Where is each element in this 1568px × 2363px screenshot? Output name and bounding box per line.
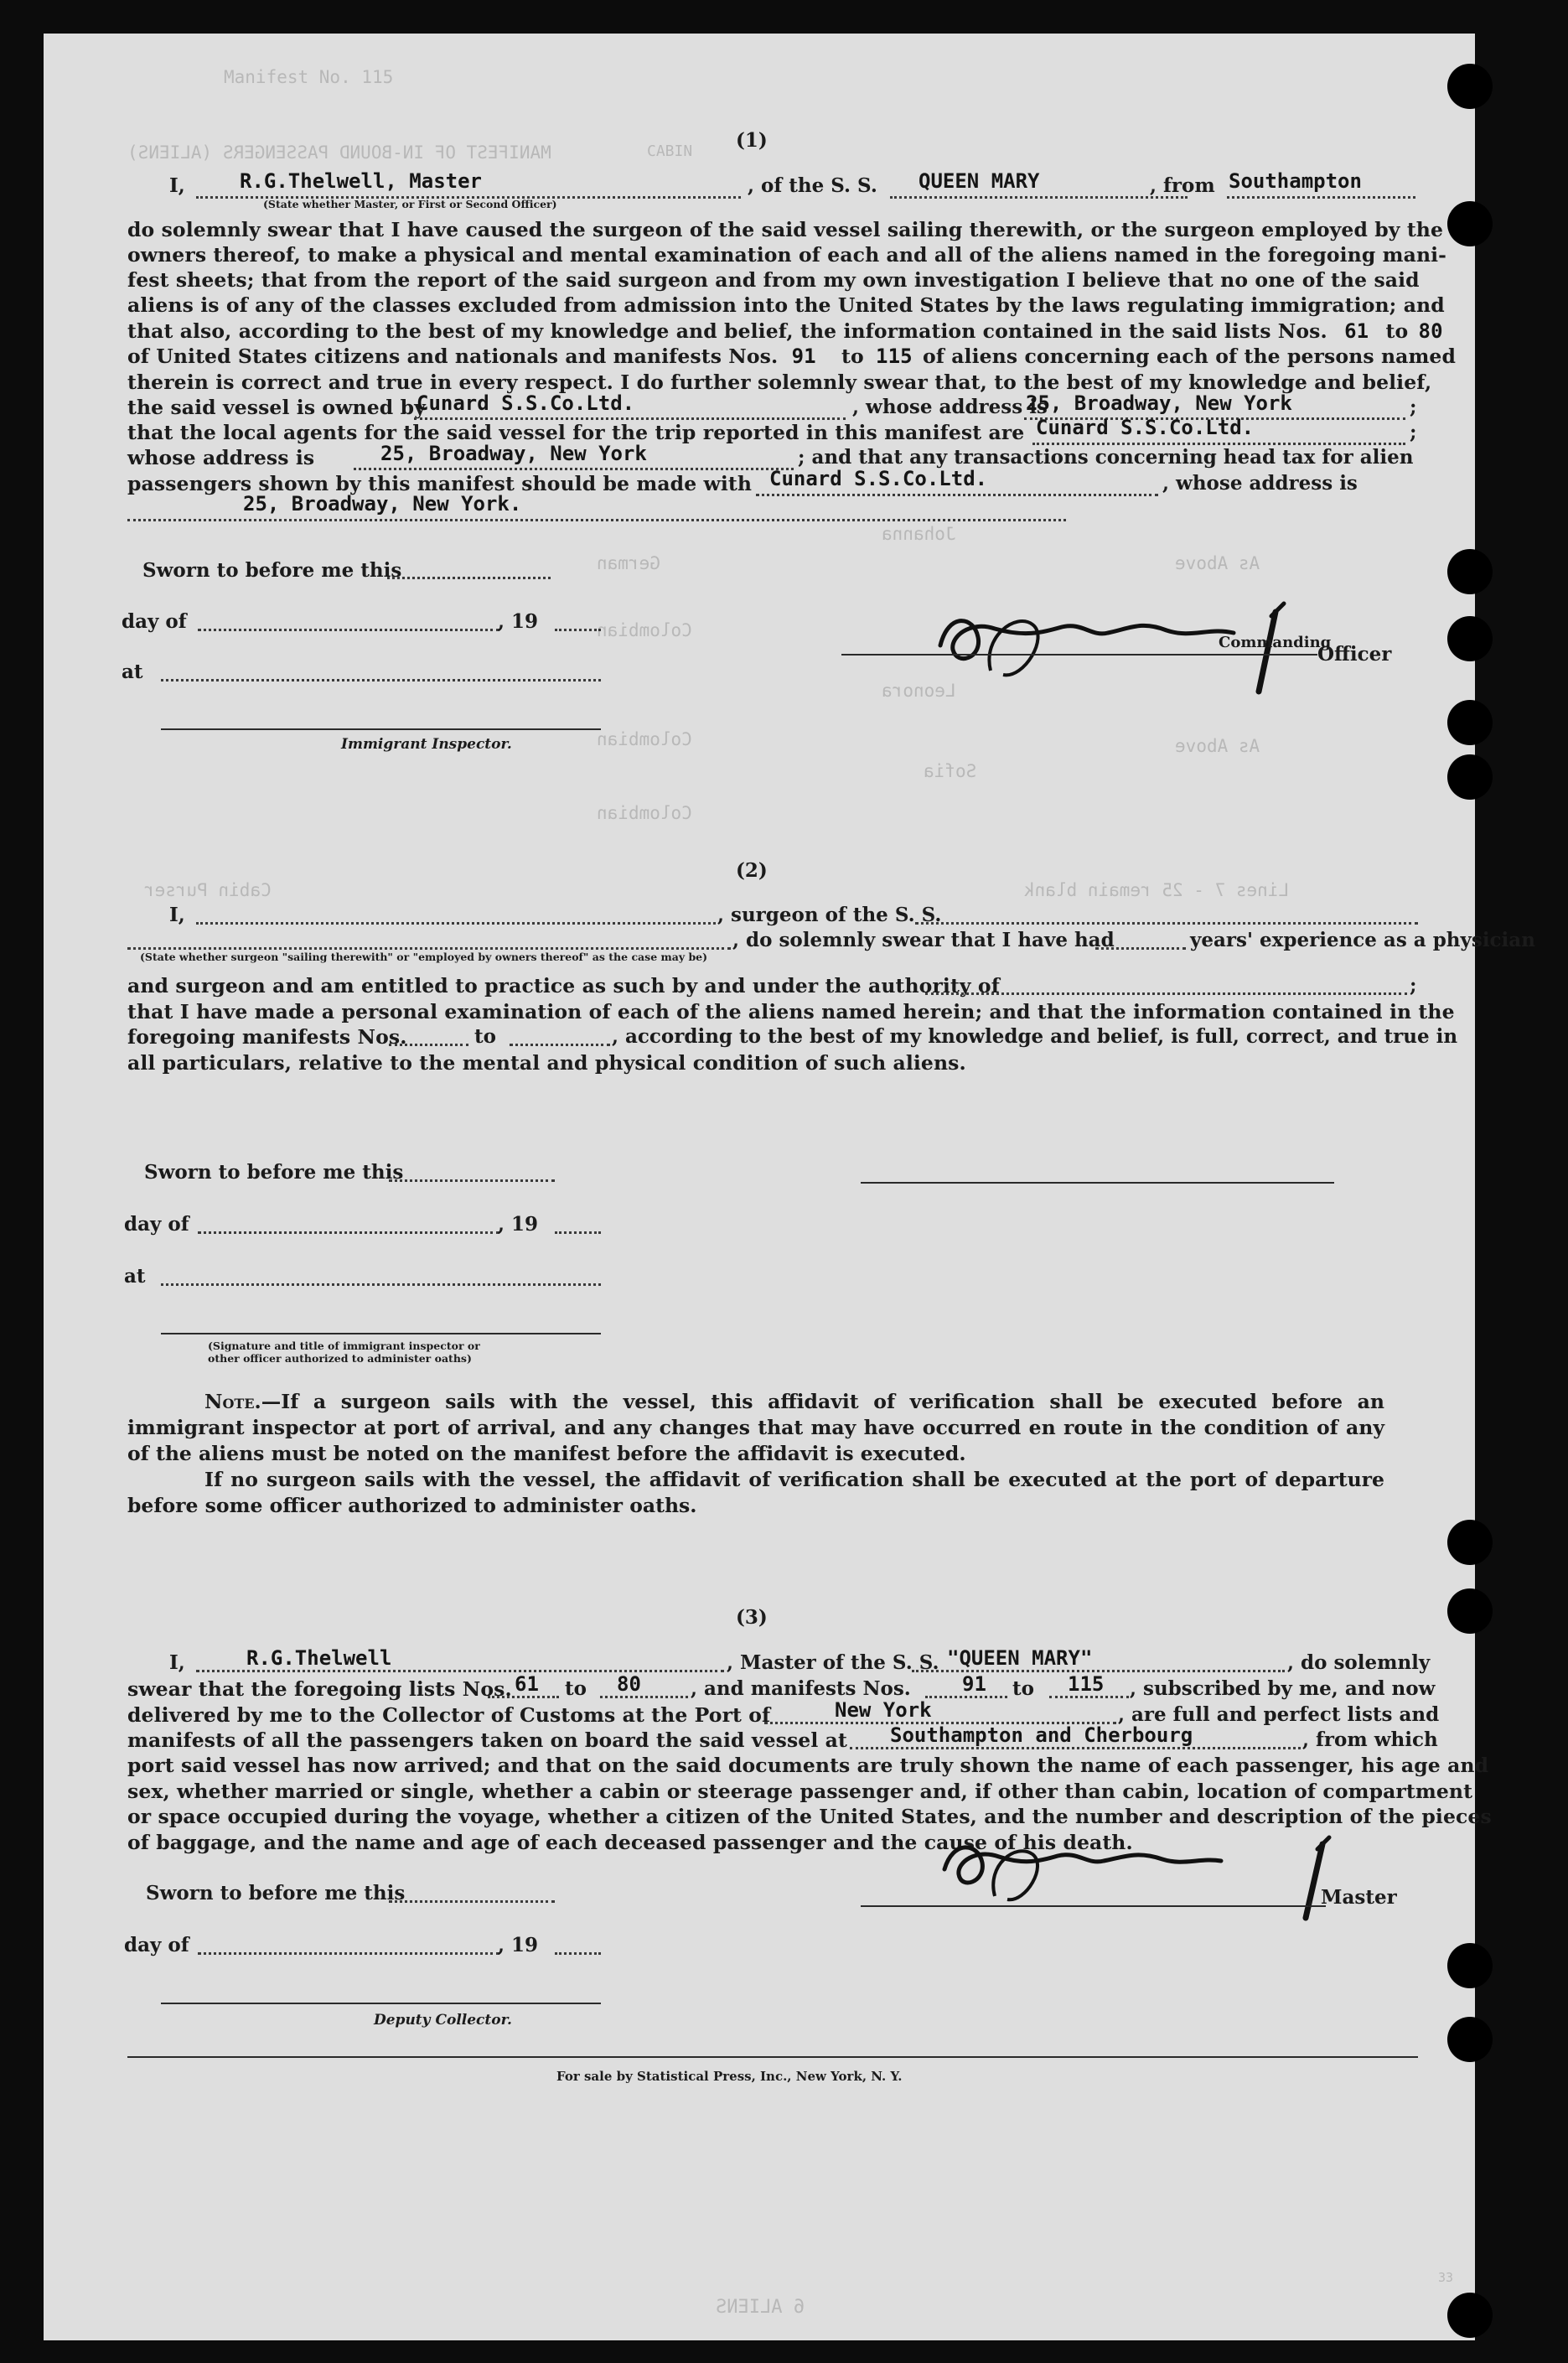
punch-hole: [1447, 616, 1493, 661]
s3-para-line-3b: , are full and perfect lists and: [1118, 1703, 1440, 1726]
s2-para-line-1c: years' experience as a physician: [1190, 929, 1535, 951]
ghost-cabin: CABIN: [647, 143, 693, 160]
s3-sworn: Sworn to before me this: [146, 1882, 406, 1904]
footer-corner-number: 33: [1438, 2270, 1454, 2285]
s1-commanding: Commanding: [1219, 634, 1332, 651]
s3-vessel: "QUEEN MARY": [947, 1646, 1093, 1670]
s3-i-label: I,: [169, 1651, 185, 1674]
s2-para-line-4a: foregoing manifests Nos.: [127, 1025, 407, 1049]
s3-master: , Master: [1307, 1886, 1397, 1909]
footer-press: For sale by Statistical Press, Inc., New York, N. Y.: [556, 2069, 903, 2084]
s3-lists-from: 61: [515, 1672, 539, 1696]
s3-master-of: , Master of the S. S.: [727, 1651, 939, 1674]
s1-para-line-11: passengers shown by this manifest should be made with: [127, 472, 753, 495]
s3-subscribed: , subscribed by me, and now: [1130, 1677, 1436, 1700]
s3-to-1: to: [565, 1677, 587, 1700]
ghost-purser: Cabin Purser: [144, 880, 272, 900]
section-3-number: (3): [736, 1606, 768, 1629]
s1-para-line-9: that the local agents for the said vessel for the trip reported in this manifest are: [127, 421, 1025, 444]
s1-master-name: R.G.Thelwell, Master: [240, 169, 482, 193]
s3-deputy-label: Deputy Collector.: [374, 2012, 512, 2029]
s1-para-line-10: whose address is: [127, 446, 315, 469]
s2-dayof: day of: [124, 1213, 189, 1236]
s2-sworn: Sworn to before me this: [144, 1161, 404, 1184]
s1-year: , 19: [498, 610, 539, 633]
ghost-colombian-3: Colombian: [597, 803, 692, 823]
s1-headtax-address: 25, Broadway, New York.: [243, 492, 522, 516]
s2-sig-hint-2: other officer authorized to administer oaths): [208, 1352, 472, 1365]
s3-dayof: day of: [124, 1934, 189, 1956]
s1-para-line-8: the said vessel is owned by: [127, 396, 426, 419]
ghost-as-above-1: As Above: [1175, 553, 1260, 573]
ghost-sofia: Sofia: [924, 761, 977, 781]
s1-i-label: I,: [169, 174, 185, 197]
s1-agents-address: 25, Broadway, New York: [380, 442, 647, 465]
s3-para-line-5: port said vessel has now arrived; and that on the said documents are truly shown the name of each passenger, his age and: [127, 1754, 1489, 1777]
s1-inspector-label: Immigrant Inspector.: [341, 736, 512, 753]
punch-hole: [1447, 549, 1493, 594]
ghost-german: German: [597, 553, 660, 573]
s1-from-label: , from: [1150, 174, 1215, 197]
section-1-number: (1): [736, 129, 768, 152]
s3-manifests-from: 91: [962, 1672, 986, 1696]
s2-surgeon-of: , surgeon of the S. S.: [717, 904, 942, 926]
master-signature-3: [932, 1819, 1368, 1928]
note-paragraph-1: Note.—If a surgeon sails with the vessel, this affidavit of verification shall be executed before an immigrant inspector at port of arrival, and any changes that may have occurred en route in the condition of any of the aliens must be noted on the manifest before the affidavit is executed.: [127, 1390, 1384, 1465]
s1-manifests-from: 91: [791, 345, 816, 368]
s3-name: R.G.Thelwell: [246, 1646, 392, 1670]
s3-para-line-8: of baggage, and the name and age of each deceased passenger and the cause of his death.: [127, 1831, 1133, 1854]
ghost-colombian-2: Colombian: [597, 729, 692, 749]
s1-at: at: [122, 661, 143, 683]
s1-agents: Cunard S.S.Co.Ltd.: [1036, 416, 1255, 439]
s3-do-solemnly: , do solemnly: [1287, 1651, 1431, 1674]
s1-lists-from: 61: [1344, 319, 1369, 343]
ghost-leonora: Leonora: [882, 681, 956, 701]
s3-para-line-2a: swear that the foregoing lists Nos.: [127, 1677, 512, 1701]
s2-i-label: I,: [169, 904, 185, 926]
punch-hole: [1447, 2293, 1493, 2338]
s1-officer: Officer: [1317, 643, 1392, 666]
s1-para-line-7: therein is correct and true in every respect. I do further solemnly swear that, to the best of my knowledge and belief,: [127, 371, 1432, 394]
ghost-as-above-2: As Above: [1175, 736, 1260, 756]
punch-hole: [1447, 2017, 1493, 2062]
note-lead: Note.: [204, 1390, 261, 1413]
s3-ports-from: Southampton and Cherbourg: [890, 1723, 1193, 1747]
punch-hole: [1447, 700, 1493, 745]
s3-to-2: to: [1012, 1677, 1034, 1700]
ghost-johanna: Johanna: [882, 524, 956, 544]
s2-hint: (State whether surgeon "sailing therewith" or "employed by owners thereof" as the case may be): [140, 951, 708, 963]
s1-master-hint: (State whether Master, or First or Second Officer): [263, 198, 557, 210]
s3-lists-to: 80: [617, 1672, 641, 1696]
ghost-header-line: MANIFEST OF IN-BOUND PASSENGERS (ALIENS): [127, 143, 551, 163]
s2-para-line-3: that I have made a personal examination of each of the aliens named herein; and that the information contained in the: [127, 1000, 1455, 1023]
ghost-lines-blank: Lines 7 - 25 remain blank: [1024, 880, 1290, 900]
section-2-number: (2): [736, 859, 768, 882]
s1-port-from: Southampton: [1229, 169, 1362, 193]
s1-of-ss: , of the S. S.: [748, 174, 877, 197]
s2-para-line-1b: , do solemnly swear that I have had: [732, 929, 1115, 951]
punch-hole: [1447, 754, 1493, 800]
s1-para-line-2: owners thereof, to make a physical and mental examination of each and all of the aliens named in the foregoing mani-: [127, 243, 1447, 267]
manifest-sheet: MANIFEST OF IN-BOUND PASSENGERS (ALIENS) Manifest No. 115 CABIN Johanna As Above Colombian Leonora Colombian As Above Sofia Colombian German Lines 7 - 25 remain blank Cabin Purser (1) I, R.G.Thelwell, Master (State whether Master, or First or Second Officer) , of the S. S. QUEEN MARY , from Southampton do solemnly swear that I have caused the surgeon of the said vessel sailing therewith, or the surgeon employed by the owners thereof, to make a physical and mental examination of each and all of the aliens named in the foregoing mani- fest sheets; that from the report of the said surgeon and from my own investigation I believe that no one of the said aliens is of any of the classes excluded from admission into the United States by the laws regulating immigration; and that also, according to the best of my knowledge and belief, the information contained in the said lists Nos. 61 to 80 of United States citizens and nationals and manifests Nos. 91 to 115 of aliens concerning each of the persons named therein is correct and true in every respect. I do further solemnly swear that, to the best of my knowledge and belief, the said vessel is owned by Cunard S.S.Co.Ltd. , whose address is 25, Broadway, New York ; that the local agents for the said vessel for the trip reported in this manifest are Cunard S.S.Co.Ltd. ; whose address is 25, Broadway, New York ; and that any transactions concerning head tax for alien passengers shown by this manifest should be made with Cunard S.S.Co.Ltd. , whose address is 25, Broadway, New York. Sworn to before me this day of , 19 at Immigrant Inspector. Commanding Officer (2) I, , surgeon of the S. S. , do solemnly swear that I have had years' experience as a physician (State whether surgeon "sailing therewith" or "employed by owners thereof" as the case may be) and surgeon and am entitled to practice as such by and under the authority of ; that I have made a personal examination of each of the aliens named herein; and that the information contained in the foregoing manifests Nos. to , according to the best of my knowledge and belief, is full, correct, and true in all particulars, relative to the mental and physical condition of such aliens. Sworn to before me this day of , 19 at (Signature and title of immigrant inspector or other officer authorized to administer oaths) Note.—If a surgeon sails with the vessel, this affidavit of verification shall be executed before an immigrant inspector at port of arrival, and any changes that may have occurred en route in the condition of any of the aliens must be noted on the manifest before the affidavit is executed. If no surgeon sails with the vessel, the affidavit of verification shall be executed at the port of departure before some officer authorized to administer oaths. (3) I, R.G.Thelwell , Master of the S. S. "QUEEN MARY" , do solemnly swear that the foregoing lists Nos. 61 to 80 , and manifests Nos. 91 to 115 , subscribed by me, and now delivered by me to the Collector of Customs at the Port of New York , are full and perfect lists and manifests of all the passengers taken on board the said vessel at Southampton and Cherbourg , from which port said vessel has now arrived; and that on the said documents are truly shown the name of each passenger, his age and sex, whether married or single, whether a cabin or steerage passenger and, if other than cabin, location of compartment or space occupied during the voyage, whether a citizen of the United States, and the number and description of the pieces of baggage, and the name and age of each deceased passenger and the cause of his death. Sworn to before me this , Master day of , 19 Deputy Collector. For sale by Statistical Press, Inc., New York, N. Y. 6 ALIENS 33: [44, 34, 1475, 2340]
s3-para-line-4a: manifests of all the passengers taken on board the said vessel at: [127, 1728, 847, 1752]
s1-owner-address: 25, Broadway, New York: [1026, 391, 1292, 415]
s1-dayof: day of: [122, 610, 187, 633]
punch-hole: [1447, 64, 1493, 109]
s1-para-line-5: that also, according to the best of my knowledge and belief, the information contained in the said lists Nos. 61 to 80: [127, 319, 1443, 343]
s1-lists-to: 80: [1418, 319, 1443, 343]
s3-para-line-4b: , from which: [1302, 1728, 1438, 1751]
s1-para-line-1: do solemnly swear that I have caused the surgeon of the said vessel sailing therewith, or the surgeon employed by the: [127, 218, 1444, 241]
s2-year: , 19: [498, 1213, 539, 1236]
s2-para-line-4to: to: [474, 1025, 496, 1048]
s3-year: , 19: [498, 1934, 539, 1956]
s3-para-line-3a: delivered by me to the Collector of Customs at the Port of: [127, 1703, 771, 1727]
ghost-manifest-no: Manifest No. 115: [224, 67, 394, 87]
s1-para-line-3: fest sheets; that from the report of the said surgeon and from my own investigation I believe that no one of the said: [127, 268, 1420, 292]
punch-hole: [1447, 1943, 1493, 1988]
s2-para-line-2: and surgeon and am entitled to practice as such by and under the authority of: [127, 974, 1000, 998]
s1-owner: Cunard S.S.Co.Ltd.: [417, 391, 635, 415]
s3-para-line-6: sex, whether married or single, whether a cabin or steerage passenger and, if other than cabin, location of compartment: [127, 1780, 1473, 1803]
s1-vessel-name: QUEEN MARY: [919, 169, 1040, 193]
punch-hole: [1447, 1520, 1493, 1565]
s2-para-line-4b: , according to the best of my knowledge and belief, is full, correct, and true in: [612, 1025, 1458, 1048]
s1-para-line-10b: ; and that any transactions concerning head tax for alien: [798, 446, 1414, 469]
punch-hole: [1447, 1588, 1493, 1634]
footer-bottom-stamp: 6 ALIENS: [716, 2297, 805, 2318]
s3-manifests-label: , and manifests Nos.: [691, 1677, 911, 1700]
s1-para-line-4: aliens is of any of the classes excluded from admission into the United States by the laws regulating immigration; and: [127, 293, 1445, 317]
s1-sworn: Sworn to before me this: [142, 559, 402, 582]
s1-headtax: Cunard S.S.Co.Ltd.: [769, 467, 988, 490]
s1-manifests-to: 115: [876, 345, 913, 368]
s2-sig-hint-1: (Signature and title of immigrant inspector or: [208, 1340, 480, 1352]
s3-para-line-7: or space occupied during the voyage, whether a citizen of the United States, and the number and description of the pieces: [127, 1805, 1492, 1828]
s1-owner-address-label: , whose address is: [852, 396, 1048, 418]
s2-at: at: [124, 1265, 146, 1288]
s1-headtax-label: , whose address is: [1162, 472, 1358, 495]
punch-hole: [1447, 201, 1493, 246]
note-paragraph-2: If no surgeon sails with the vessel, the affidavit of verification shall be executed at the port of departure before some officer authorized to administer oaths.: [127, 1468, 1384, 1517]
s3-manifests-to: 115: [1068, 1672, 1105, 1696]
s3-port: New York: [835, 1698, 932, 1722]
s2-para-line-5: all particulars, relative to the mental and physical condition of such aliens.: [127, 1051, 966, 1075]
ghost-colombian-1: Colombian: [597, 620, 692, 640]
s1-para-line-6: of United States citizens and nationals and manifests Nos. 91 to 115 of aliens concerning each of the persons named: [127, 345, 1457, 368]
